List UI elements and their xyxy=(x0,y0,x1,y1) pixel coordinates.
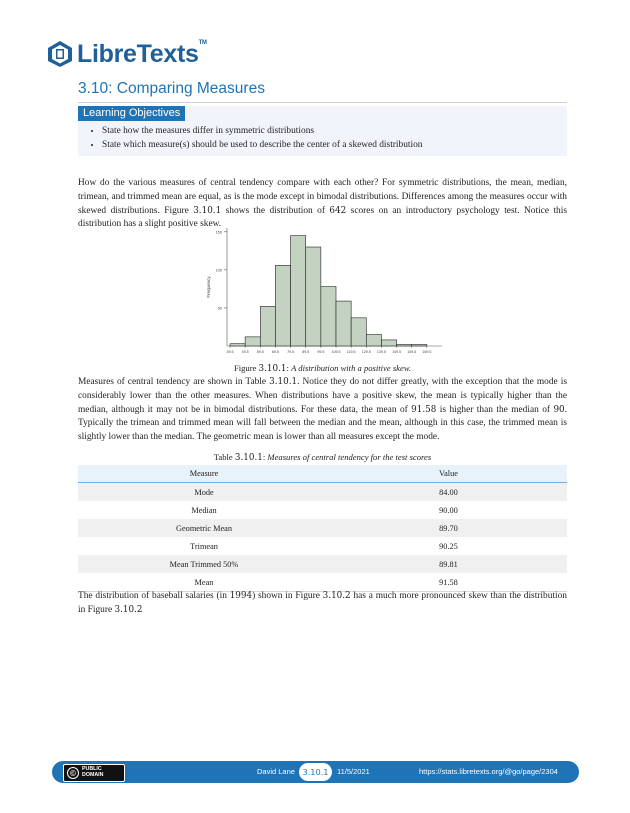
table-row xyxy=(78,519,567,537)
histogram-bar xyxy=(381,340,396,346)
value-cell: 89.81 xyxy=(330,555,567,573)
table-row xyxy=(78,501,567,519)
learning-objectives-list xyxy=(88,124,422,152)
histogram-bar xyxy=(291,236,306,346)
learning-objectives-label: Learning Objectives xyxy=(78,106,185,121)
y-tick-label: 150 xyxy=(215,230,222,235)
x-tick-label: 89.5 xyxy=(302,350,310,354)
histogram-bar xyxy=(321,287,336,346)
histogram-bars xyxy=(230,236,427,346)
y-axis-label: Frequency xyxy=(206,276,211,298)
figure-ref[interactable]: 3.10.2 xyxy=(114,604,143,615)
histogram-bar xyxy=(351,318,366,346)
histogram-bar xyxy=(275,265,290,346)
x-tick-label: 149.5 xyxy=(392,350,402,354)
libretexts-logo-icon xyxy=(46,40,74,68)
histogram-bar xyxy=(260,306,275,346)
x-tick-label: 159.5 xyxy=(407,350,417,354)
footer-author: David Lane xyxy=(257,767,295,776)
objective-item: • State which measure(s) should be used to describe the center of a skewed distribution xyxy=(102,138,422,152)
objective-item: • State how the measures differ in symmetric distributions xyxy=(102,124,422,138)
footer-page-number: 3.10.1 xyxy=(299,763,332,781)
table-row xyxy=(78,555,567,573)
value-cell: 91.58 xyxy=(330,573,567,592)
intro-paragraph: How do the various measures of central tendency compare with each other? For symmetric distributions, the mean, median, trimean, and trimmed mean are equal, as is the mode except in bimodal distributions. Differences among the measures occur with skewed distributions. Figure 3.10.1 shows the distribution of 642 scores on an introductory psychology test. Notice this distribution has a slight positive skew. xyxy=(78,178,568,230)
histogram-bar xyxy=(397,344,412,346)
measure-cell: Median xyxy=(191,505,217,515)
page-title: 3.10: Comparing Measures xyxy=(78,80,567,103)
value-cell: 89.70 xyxy=(330,519,567,537)
value-cell: 90.00 xyxy=(439,505,458,515)
x-tick-label: 109.5 xyxy=(331,350,341,354)
measure-cell: Mode xyxy=(78,483,330,502)
libretexts-logo[interactable] xyxy=(46,38,207,70)
license-label: PUBLIC DOMAIN xyxy=(82,766,104,778)
x-tick-label: 59.5 xyxy=(256,350,264,354)
histogram-bar xyxy=(230,344,245,346)
value-cell: 90.25 xyxy=(439,541,458,551)
measure-cell: Trimean xyxy=(190,541,218,551)
measure-cell: Geometric Mean xyxy=(78,519,330,537)
figure-ref[interactable]: 3.10.2 xyxy=(322,591,351,601)
measure-cell: Mean Trimmed 50% xyxy=(78,555,330,573)
x-tick-label: 69.5 xyxy=(271,350,279,354)
histogram-bar xyxy=(336,301,351,346)
x-tick-label: 39.5 xyxy=(226,350,234,354)
y-tick-label: 50 xyxy=(217,306,222,311)
measure-cell: Mean xyxy=(78,573,330,592)
x-tick-label: 79.5 xyxy=(287,350,295,354)
x-tick-label: 99.5 xyxy=(317,350,325,354)
histogram-bar xyxy=(245,337,260,346)
figure-caption: Figure 3.10.1: A distribution with a positive skew. xyxy=(233,363,412,374)
x-tick-label: 139.5 xyxy=(376,350,386,354)
table-caption: Table 3.10.1: Measures of central tendency for the test scores xyxy=(213,452,432,463)
table-row xyxy=(78,483,567,502)
central-tendency-table xyxy=(78,465,567,592)
histogram-bar xyxy=(306,247,321,346)
x-tick-label: 169.5 xyxy=(422,350,432,354)
x-tick-label: 129.5 xyxy=(361,350,371,354)
baseball-paragraph: The distribution of baseball salaries (in 1994) shown in Figure 3.10.2 has a much more pronounced skew than the distribution in Figure 3.10.2 xyxy=(78,591,567,615)
column-header-measure: Measure xyxy=(78,465,330,483)
x-tick-label: 49.5 xyxy=(241,350,249,354)
public-domain-icon: © xyxy=(67,767,79,779)
histogram-bar xyxy=(366,335,381,346)
value-cell: 84.00 xyxy=(330,483,567,502)
measures-paragraph: Measures of central tendency are shown in Table 3.10.1. Notice they do not differ greatly, with the exception that the mode is considerably lower than the other measures. When distributions have a positive skew, the mean is typically higher than the median, although it may not be in bimodal distributions. For these data, the mean of 91.58 is higher than the median of 90. Typically the trimean and trimmed mean will fall between the median and the mean, although in this case, the trimmed mean is slightly lower than the median. The geometric mean is lower than all measures except the mode. xyxy=(78,377,567,443)
table-row xyxy=(78,573,567,592)
footer-date: 11/5/2021 xyxy=(337,767,370,776)
histogram-figure xyxy=(196,222,446,360)
figure-ref[interactable]: 3.10.1 xyxy=(193,205,222,216)
column-header-value: Value xyxy=(330,465,567,483)
y-tick-label: 100 xyxy=(215,268,222,273)
table-ref[interactable]: 3.10.1 xyxy=(269,377,298,387)
footer-url[interactable]: https://stats.libretexts.org/@go/page/2304 xyxy=(419,767,558,776)
public-domain-badge[interactable] xyxy=(63,764,125,782)
brand-name: LibreTexts™ xyxy=(77,39,207,68)
table-row xyxy=(78,537,567,555)
x-tick-label: 119.5 xyxy=(346,350,356,354)
table-header-row xyxy=(78,465,567,483)
histogram-bar xyxy=(412,344,427,346)
